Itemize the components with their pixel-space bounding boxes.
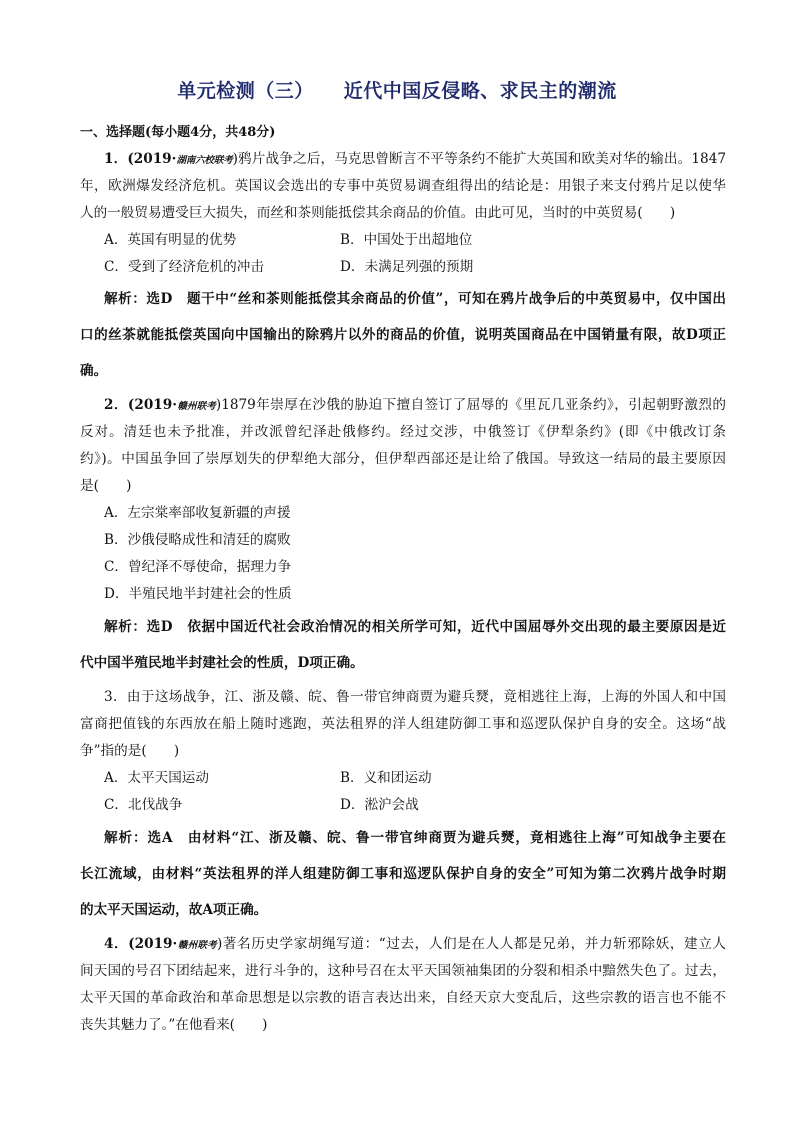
q2-option-c: C．曾纪泽不辱使命，据理力争 xyxy=(104,559,292,575)
q4-line-4: 丧失其魅力了。”在他看来( ) xyxy=(80,1017,268,1033)
q2-option-d: D．半殖民地半封建社会的性质 xyxy=(104,586,292,602)
q4-line-3: 太平天国的革命政治和革命思想是以宗教的语言表达出来，自经天京大变乱后，这些宗教的语言也不能不 xyxy=(80,990,726,1006)
q3-option-b: B．义和团运动 xyxy=(340,770,432,786)
q1-option-b: B．中国处于出超地位 xyxy=(340,232,473,248)
q3-option-d: D．淞沪会战 xyxy=(340,797,419,813)
q3-option-c: C．北伐战争 xyxy=(104,797,183,813)
q3-line-2: 富商把值钱的东西放在船上随时逃跑，英法租界的洋人组建防御工事和巡逻队保护自身的安全。这场“战 xyxy=(80,716,726,732)
q4-line-2: 间天国的号召下团结起来，进行斗争的，这种号召在太平天国领袖集团的分裂和相杀中黯然失色了。过去， xyxy=(80,963,726,979)
q3-line-3: 争”指的是( ) xyxy=(80,743,180,759)
q2-line-4: 是( ) xyxy=(80,478,132,494)
q2-line-2: 反对。清廷也未予批准，并改派曾纪泽赴俄修约。经过交涉，中俄签订《伊犁条约》(即《中俄改订条 xyxy=(80,424,726,440)
page-title xyxy=(0,76,794,103)
q1-line-1: 1．(2019·湖南六校联考)鸦片战争之后，马克思曾断言不平等条约不能扩大英国和欧美对华的输出。1847 xyxy=(104,151,726,167)
q2-line-3: 约》)。中国虽争回了崇厚划失的伊犁绝大部分，但伊犁西部还是让给了俄国。导致这一结局的最主要原因 xyxy=(80,451,726,467)
q2-line-1: 2．(2019·赣州联考)1879年崇厚在沙俄的胁迫下擅自签订了屈辱的《里瓦几亚条约》，引起朝野激烈的 xyxy=(104,397,726,413)
q1-option-d: D．未满足列强的预期 xyxy=(340,259,474,275)
q3-analysis-2: 长江流域，由材料“英法租界的洋人组建防御工事和巡逻队保护自身的安全”可知为第二次鸦片战争时期 xyxy=(80,866,726,882)
q1-analysis-3: 确。 xyxy=(80,363,108,379)
q4-line-1: 4．(2019·赣州联考)著名历史学家胡绳写道：“过去，人们是在人人都是兄弟，并力斩邪除妖，建立人 xyxy=(104,936,726,952)
q3-line-1: 3．由于这场战争，江、浙及赣、皖、鲁一带官绅商贾为避兵燹，竟相逃往上海，上海的外国人和中国 xyxy=(104,689,726,705)
q1-line-2: 年，欧洲爆发经济危机。英国议会选出的专事中英贸易调查组得出的结论是：用银子来支付鸦片足以使华 xyxy=(80,178,726,194)
q3-analysis-3: 的太平天国运动，故A项正确。 xyxy=(80,902,268,918)
section-heading: 一、选择题(每小题4分，共48分) xyxy=(80,125,276,140)
q1-option-c: C．受到了经济危机的冲击 xyxy=(104,259,264,275)
q1-analysis-1: 解析：选D 题干中“丝和茶则能抵偿其余商品的价值”，可知在鸦片战争后的中英贸易中，仅中国出 xyxy=(104,291,726,307)
title-topic: 近代中国反侵略、求民主的潮流 xyxy=(343,80,617,102)
title-unit: 单元检测（三） xyxy=(177,80,314,102)
q2-option-b: B．沙俄侵略成性和清廷的腐败 xyxy=(104,532,291,548)
q2-option-a: A．左宗棠率部收复新疆的声援 xyxy=(104,505,291,521)
q2-analysis-1: 解析：选D 依据中国近代社会政治情况的相关所学可知，近代中国屈辱外交出现的最主要原因是近 xyxy=(104,619,726,635)
q2-analysis-2: 代中国半殖民地半封建社会的性质，D项正确。 xyxy=(80,655,364,671)
q3-option-a: A．太平天国运动 xyxy=(104,770,209,786)
q1-line-3: 人的一般贸易遭受巨大损失，而丝和茶则能抵偿其余商品的价值。由此可见，当时的中英贸易( ) xyxy=(80,205,676,221)
q3-analysis-1: 解析：选A 由材料“江、浙及赣、皖、鲁一带官绅商贾为避兵燹，竟相逃往上海”可知战争主要在 xyxy=(104,830,726,846)
q1-analysis-2: 口的丝茶就能抵偿英国向中国输出的除鸦片以外的商品的价值，说明英国商品在中国销量有限，故D项正 xyxy=(80,327,726,343)
q1-option-a: A．英国有明显的优势 xyxy=(104,232,237,248)
